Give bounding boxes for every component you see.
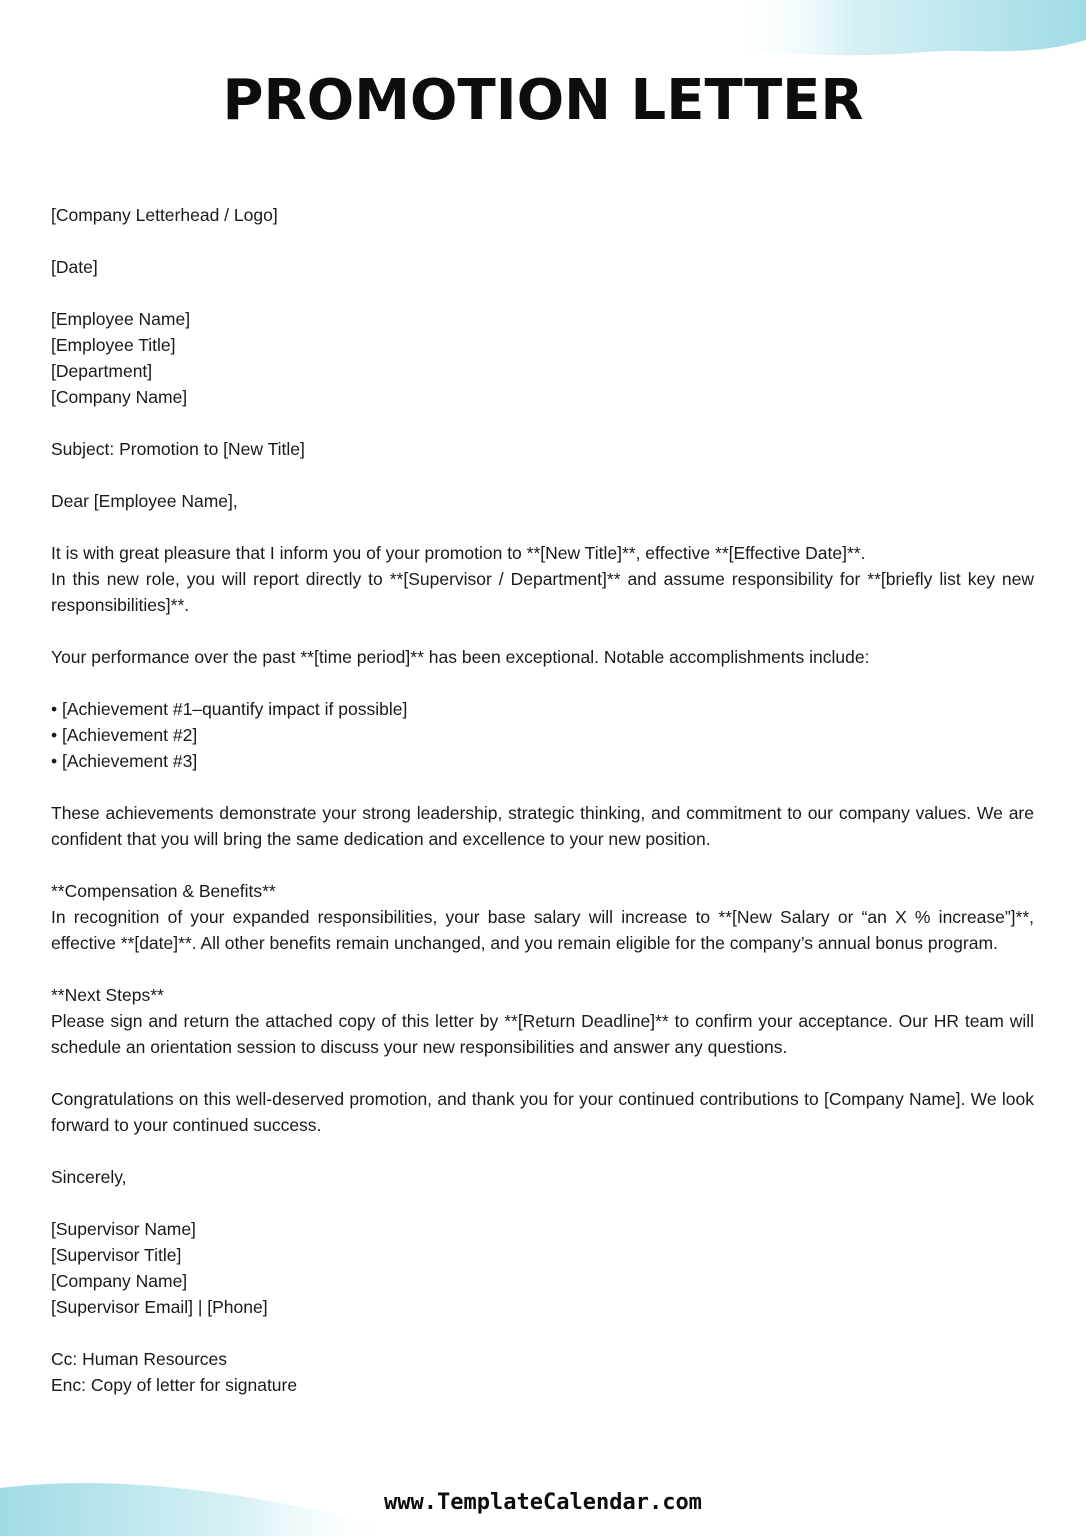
sign-off: Sincerely, [51, 1167, 127, 1187]
top-wave-decoration [726, 0, 1086, 62]
footer-website-link[interactable]: www.TemplateCalendar.com [384, 1490, 702, 1515]
achievement-item: • [Achievement #2] [51, 725, 198, 745]
letter-date: [Date] [51, 257, 98, 277]
recipient-title: [Employee Title] [51, 335, 176, 355]
signature-name: [Supervisor Name] [51, 1219, 196, 1239]
letterhead-placeholder: [Company Letterhead / Logo] [51, 205, 278, 225]
subject-line: Subject: Promotion to [New Title] [51, 439, 305, 459]
closing-paragraph: Congratulations on this well-deserved promotion, and thank you for your continued contributions to [Company Name]. We look forward to your continued success. [51, 1089, 1034, 1135]
enclosure-line: Enc: Copy of letter for signature [51, 1375, 298, 1395]
compensation-body: In recognition of your expanded responsibilities, your base salary will increase to **[New Salary or “an X % increase”]**, effective **[date]**. All other benefits remain unchanged, and you remain eligible for the company’s annual bonus program. [51, 907, 1034, 953]
salutation: Dear [Employee Name], [51, 491, 238, 511]
letter-body [51, 202, 1034, 1398]
recipient-company: [Company Name] [51, 387, 188, 407]
signature-contact: [Supervisor Email] | [Phone] [51, 1297, 268, 1317]
achievement-item: • [Achievement #3] [51, 751, 198, 771]
page-title: PROMOTION LETTER [222, 68, 864, 133]
next-steps-heading: **Next Steps** [51, 985, 164, 1005]
recipient-department: [Department] [51, 361, 153, 381]
performance-paragraph: Your performance over the past **[time period]** has been exceptional. Notable accomplishments include: [51, 647, 870, 667]
intro-line-2: In this new role, you will report directly to **[Supervisor / Department]** and assume responsibility for **[briefly list key new responsibilities]**. [51, 569, 1034, 615]
next-steps-body: Please sign and return the attached copy of this letter by **[Return Deadline]** to confirm your acceptance. Our HR team will schedule an orientation session to discuss your new responsibilities and answer any questions. [51, 1011, 1034, 1057]
achievements-summary: These achievements demonstrate your strong leadership, strategic thinking, and commitment to our company values. We are confident that you will bring the same dedication and excellence to your new position. [51, 803, 1034, 849]
intro-line-1: It is with great pleasure that I inform you of your promotion to **[New Title]**, effective **[Effective Date]**. [51, 543, 866, 563]
signature-title: [Supervisor Title] [51, 1245, 182, 1265]
compensation-heading: **Compensation & Benefits** [51, 881, 276, 901]
cc-line: Cc: Human Resources [51, 1349, 228, 1369]
signature-company: [Company Name] [51, 1271, 188, 1291]
recipient-name: [Employee Name] [51, 309, 191, 329]
achievement-item: • [Achievement #1–quantify impact if possible] [51, 699, 408, 719]
